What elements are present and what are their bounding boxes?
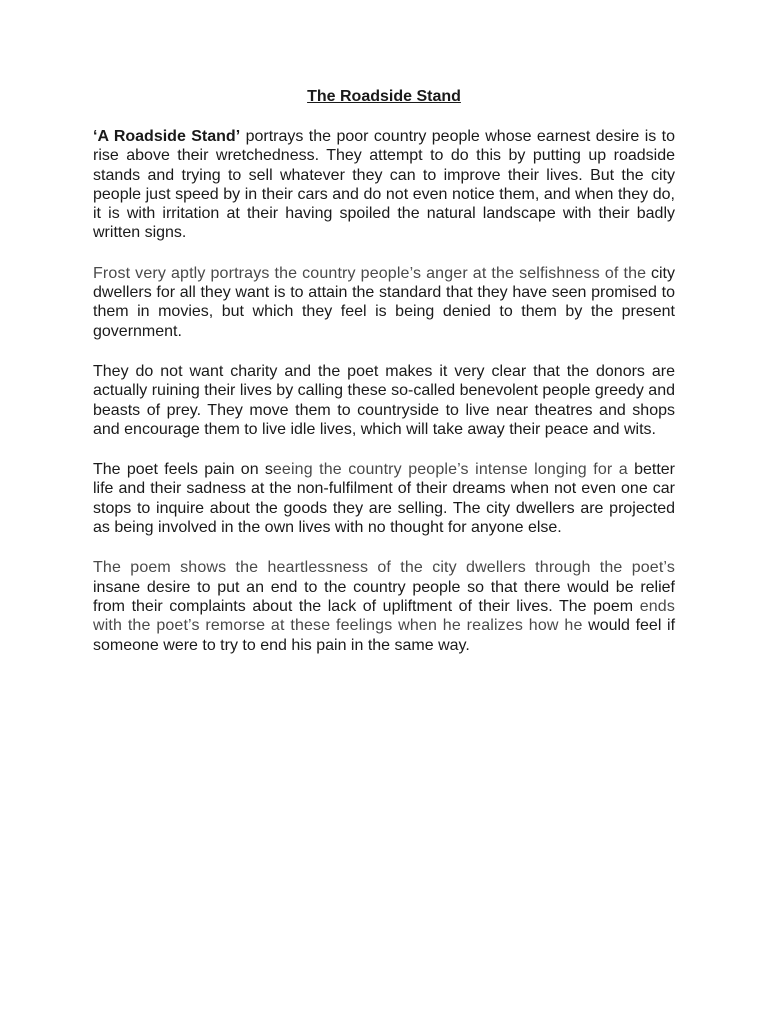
paragraph-5-text-2: would feel if someone were to try to end his pain in the same way.	[93, 617, 676, 654]
paragraph-1-text: portrays the poor country people whose earnest desire is to rise above their wretchedness. They attempt to do this by putting up roadside stands and trying to sell whatever they can to improve their lives. But the city people just speed by in their cars and do not even notice them, and when they do, it is with irritation at their having spoiled the natural landscape with their badly written signs.	[93, 128, 676, 242]
paragraph-4-pre-text: The poet feels pain on s	[93, 461, 273, 479]
paragraph-1-lead: ‘A Roadside Stand’	[93, 128, 241, 145]
paragraph-1	[93, 127, 675, 243]
document-page	[93, 87, 675, 676]
paragraph-5-light-text-2: ends with the poet’s remorse at these feelings when he realizes how he	[93, 597, 675, 635]
paragraph-2-light-text: Frost very aptly portrays the country people’s anger at the selfishness of the	[93, 264, 647, 282]
paragraph-4-light-text: eeing the country people’s intense longing for a	[272, 461, 628, 479]
paragraph-2-text: city dwellers for all they want is to attain the standard that they have seen promised to them in movies, but which they feel is being denied to them by the present government.	[93, 264, 675, 340]
paragraph-4	[93, 460, 675, 537]
paragraph-5-text: insane desire to put an end to the country people so that there would be relief from their complaints about the lack of upliftment of their lives. The poem	[93, 578, 675, 615]
document-title: The Roadside Stand	[307, 88, 461, 105]
paragraph-5-light-text: The poem shows the heartlessness of the city dwellers through the poet’s	[93, 559, 675, 577]
paragraph-4-text: better life and their sadness at the non-fulfilment of their dreams when not even one car stops to inquire about the goods they are selling. The city dwellers are projected as being involved in the own lives with no thought for anyone else.	[93, 461, 676, 537]
paragraph-5	[93, 558, 675, 654]
paragraph-3-text: They do not want charity and the poet makes it very clear that the donors are actually ruining their lives by calling these so-called benevolent people greedy and beasts of prey. They move them to countryside to live near theatres and shops and encourage them to live idle lives, which will take away their peace and wits.	[93, 362, 675, 438]
paragraph-2	[93, 264, 675, 341]
paragraph-3	[93, 362, 675, 439]
